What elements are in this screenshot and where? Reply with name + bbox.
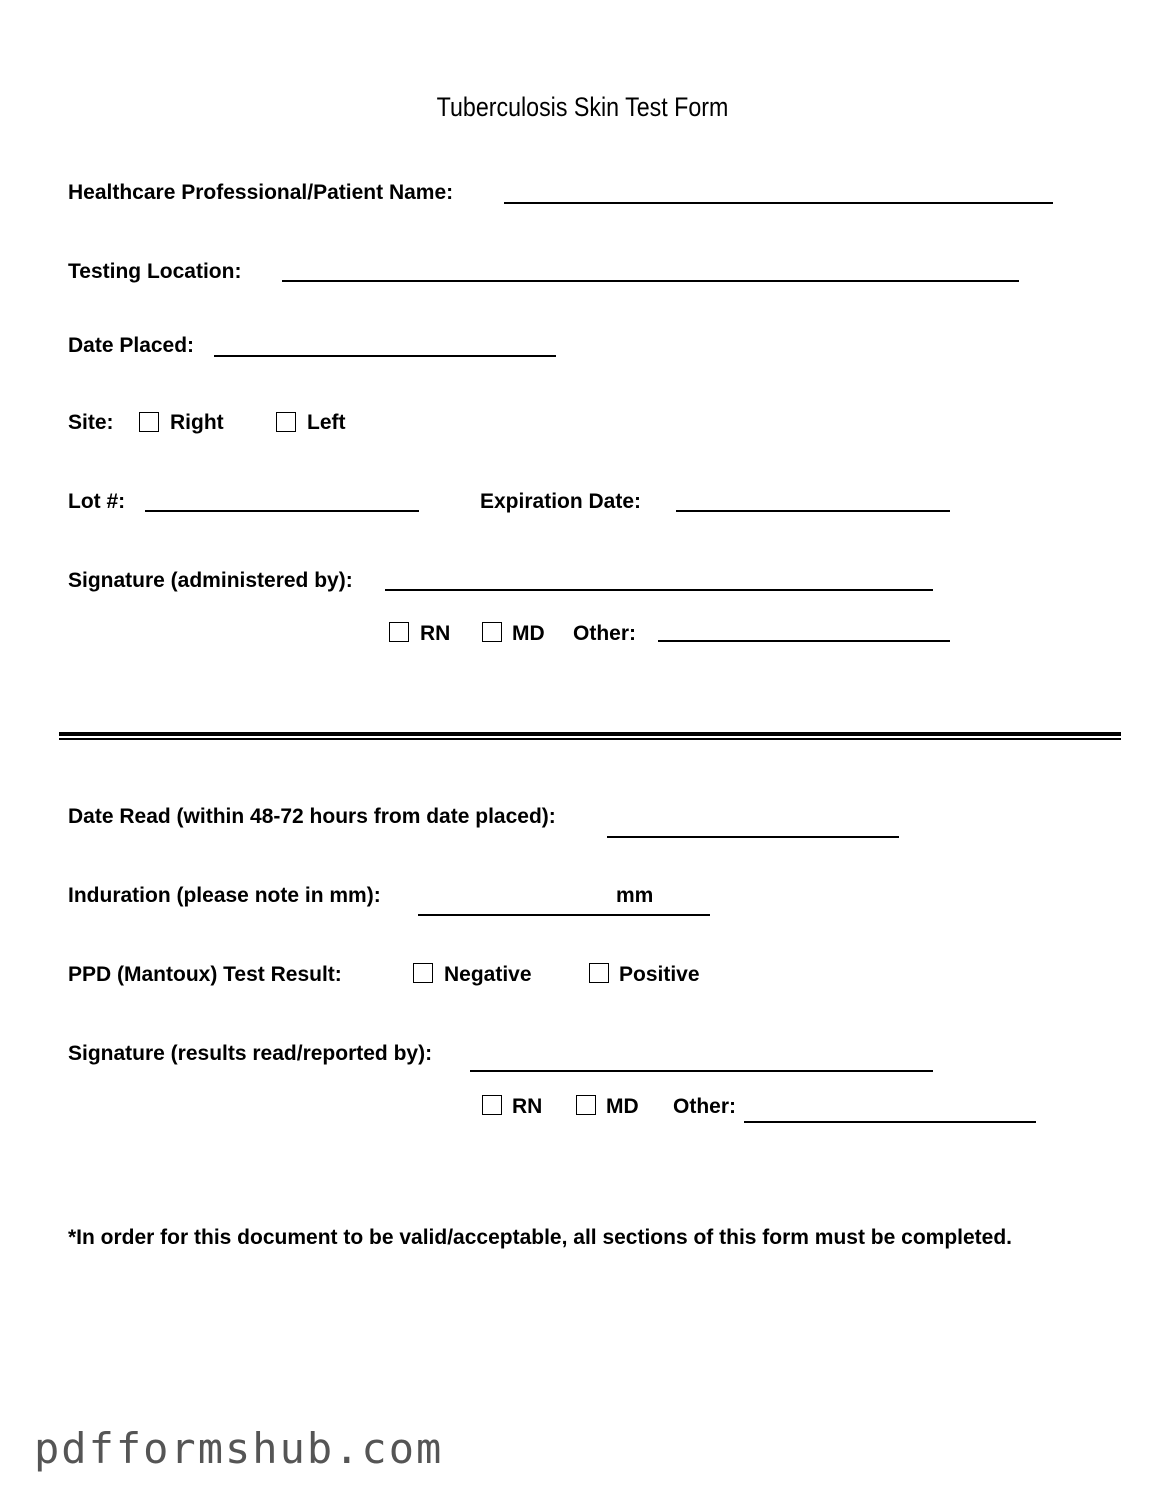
- induration-label: Induration (please note in mm):: [68, 884, 381, 907]
- admin-rn-label: RN: [420, 622, 451, 645]
- read-rn-label: RN: [512, 1095, 543, 1118]
- testing-location-field[interactable]: [282, 280, 1019, 282]
- lot-field[interactable]: [145, 510, 419, 512]
- admin-md-label: MD: [512, 622, 545, 645]
- section-divider: [59, 732, 1121, 736]
- ppd-negative-checkbox[interactable]: [413, 963, 433, 983]
- expiration-date-label: Expiration Date:: [480, 490, 642, 513]
- patient-name-label: Healthcare Professional/Patient Name:: [68, 181, 454, 204]
- induration-field[interactable]: [418, 914, 710, 916]
- expiration-date-field[interactable]: [676, 510, 950, 512]
- date-placed-label: Date Placed:: [68, 334, 195, 357]
- date-read-field[interactable]: [607, 836, 899, 838]
- admin-md-checkbox[interactable]: [482, 622, 502, 642]
- site-right-checkbox[interactable]: [139, 412, 159, 432]
- induration-unit: mm: [616, 884, 654, 907]
- date-placed-field[interactable]: [214, 355, 556, 357]
- read-md-label: MD: [606, 1095, 639, 1118]
- form-title: Tuberculosis Skin Test Form: [436, 92, 729, 122]
- admin-rn-checkbox[interactable]: [389, 622, 409, 642]
- ppd-negative-label: Negative: [444, 963, 532, 986]
- read-md-checkbox[interactable]: [576, 1095, 596, 1115]
- admin-other-field[interactable]: [658, 640, 950, 642]
- signature-read-field[interactable]: [470, 1070, 933, 1072]
- watermark-text: pdfformshub.com: [34, 1424, 444, 1473]
- section-divider-thin: [59, 738, 1121, 740]
- read-other-label: Other:: [673, 1095, 736, 1118]
- testing-location-label: Testing Location:: [68, 260, 242, 283]
- read-other-field[interactable]: [744, 1121, 1036, 1123]
- lot-label: Lot #:: [68, 490, 126, 513]
- admin-other-label: Other:: [573, 622, 636, 645]
- site-left-label: Left: [307, 411, 346, 434]
- ppd-positive-label: Positive: [619, 963, 700, 986]
- signature-administered-field[interactable]: [385, 589, 933, 591]
- signature-read-label: Signature (results read/reported by):: [68, 1042, 433, 1065]
- signature-administered-label: Signature (administered by):: [68, 569, 353, 592]
- patient-name-field[interactable]: [504, 202, 1053, 204]
- site-left-checkbox[interactable]: [276, 412, 296, 432]
- ppd-positive-checkbox[interactable]: [589, 963, 609, 983]
- read-rn-checkbox[interactable]: [482, 1095, 502, 1115]
- footer-note: *In order for this document to be valid/acceptable, all sections of this form must be completed.: [68, 1226, 1013, 1249]
- site-right-label: Right: [170, 411, 224, 434]
- ppd-result-label: PPD (Mantoux) Test Result:: [68, 963, 342, 986]
- date-read-label: Date Read (within 48-72 hours from date placed):: [68, 805, 556, 828]
- site-label: Site:: [68, 411, 114, 434]
